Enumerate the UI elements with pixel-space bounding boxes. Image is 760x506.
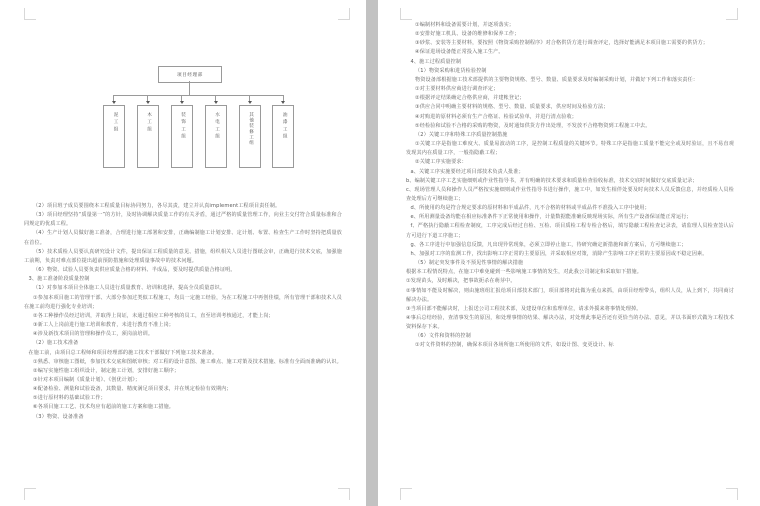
paragraph: ⑥各项目施工工艺、技术均应有超前的施工方案和施工措施。 xyxy=(33,404,175,411)
org-chart-node-painting xyxy=(272,105,294,168)
paragraph: （2）项目班子成员要围绕本工程质量目标协同努力，各尽其责，建立并认真implement工程项目责任制。 xyxy=(33,203,281,209)
org-chart-arrow-icon xyxy=(214,101,218,104)
org-chart-node-label: 木工组 xyxy=(146,112,152,134)
paragraph: 物资设备部根据施工技术部提供的主要物资规格、型号、数量、质量要求及时编制采购计划，并做好下列工作和落实责任： xyxy=(415,76,699,83)
paragraph: ③针对本项目编制《质量计划》、《创优计划》； xyxy=(33,376,141,383)
paragraph: ①熟悉、审核施工图纸，参加技术交底和图纸审核；对工程的设计意图、施工难点、施工对策及技术措施、标准有全面而准确的认识。 xyxy=(33,358,342,365)
paragraph: ②事情如不能及时解决，则由施班组汇报给项目部技术部门，项目部将对此做为重点来抓，由项目经理带头，组织人员，从上到下，共同商讨解决办法。 xyxy=(406,287,734,303)
paragraph: （5）制定突发事件及不预见性事情的解决措施 xyxy=(415,260,524,267)
paragraph: ④配备检验、测量和试验设备，其数量、精度满足项目要求，并在规定检验有效期内； xyxy=(33,386,232,393)
org-chart-node-label: 泥工组 xyxy=(113,112,118,134)
paragraph: （5）技术质检人员要认真研究设计文件，提出保证工程质量的意见、措施，组织相关人员进行图纸会审，正确进行技术交底，加强施工前期，负责对难点部位提出超前预防措施和处理质量事故中的技术问题。 xyxy=(24,248,342,264)
crop-mark-top-right xyxy=(726,8,738,20)
paragraph: ④事后总结经验，查清事发生的原因，和处理事情的结果、解决办法，对处理此事是否还有更恰当的办法、意见，并以书面形式做为工程技术资料保存下来。 xyxy=(406,315,734,331)
paragraph: a、关键工序实施要经过项目部技术负责人批准； xyxy=(410,168,524,175)
org-chart-node-carpenter xyxy=(137,105,159,168)
crop-mark-top-left xyxy=(400,8,412,20)
org-chart-node-other-renovation xyxy=(239,105,261,168)
paragraph: ④涉及新技术项目的管理和操作员工，须岗前培训。 xyxy=(33,331,154,338)
paragraph: ③砂浆、安装等主要材料，要按照《物资采购控制程序》对合格供货方进行调查评定，选择好能满足本项目施工需要的供货方； xyxy=(415,40,709,47)
paragraph: ④保证进场设备能正常投入施工生产。 xyxy=(415,49,504,56)
org-chart-arrow-icon xyxy=(248,101,252,104)
paragraph: ②关键工序实施要求： xyxy=(415,159,467,166)
paragraph: ③供应合同中明确主要材料的规格、型号、数量、质量要求，供应时间及检验方法； xyxy=(415,104,609,111)
paragraph: （6）文件和资料的控制 xyxy=(415,333,471,340)
crop-mark-top-right xyxy=(338,8,350,20)
org-chart-node-label: 装饰工组 xyxy=(180,112,186,141)
paragraph: （1）物资采购和进货检验控制 xyxy=(415,67,487,74)
paragraph: f、严格执行隐蔽工程检查制度，工序完成后经过自检、互检、项目质检工程专检合格后，填写隐蔽工程检查记录表，请监理人员检查签认后方可进行下道工序施工； xyxy=(406,223,734,239)
paragraph: g、各工序进行中加强信息反馈，凡出现异常现象，必须立即停止施工，待研究确定新措施和新方案后，方可继续施工； xyxy=(410,241,687,248)
org-chart-node-label: 其他装修工组 xyxy=(248,112,254,146)
paragraph: （2）关键工序和特殊工序质量控制措施 xyxy=(415,131,508,138)
page-gutter-divider xyxy=(366,0,378,506)
org-chart-arrow-icon xyxy=(180,101,184,104)
paragraph: b、编制关键工序工艺实施细则或作业性指导书，并有明确的技术要求和质量检查验收标准，技术交底时间做好交底质量记录； xyxy=(406,177,698,184)
paragraph: 3、施工准备阶段质量控制 xyxy=(28,276,90,283)
org-chart-node-label: 水电工组 xyxy=(214,112,220,141)
paragraph: h、加强对工序的监测工作，找出影响工序正常的主要原因，并采取相应对策，消除产生影响工序正常的主要原因或不稳定因素。 xyxy=(410,250,708,257)
right-page-body xyxy=(406,21,734,351)
paragraph: ⑤进行原材料的基础试验工作； xyxy=(33,395,106,402)
paragraph: 在施工前，由项目总工程师和项目经理部的施工技术干部做好下列施工技术准备。 xyxy=(28,349,218,356)
crop-mark-bottom-left xyxy=(24,488,36,500)
paragraph: ①对文件资料的控制，确保本项目各场所施工所使用的文件，如设计图、变更设计、标 xyxy=(415,342,614,349)
page-right xyxy=(378,0,760,506)
paragraph: ①参加本项目施工的管理干部、大部分参加过类似工程施工，均具一定施工经验，为在工程施工中再创佳绩，所有管理干部和技术人员在施工前均进行强化专业培训； xyxy=(24,294,342,310)
page-left xyxy=(0,0,366,506)
org-chart-node-decoration xyxy=(171,105,193,168)
paragraph: （1）对参加本项目全体施工人员进行质量教育、培训和选择，提高全员质量意识。 xyxy=(33,285,226,292)
paragraph: ②安排好施工机具、设备的维修和保养工作； xyxy=(415,31,520,38)
crop-mark-bottom-right xyxy=(338,488,350,500)
crop-mark-bottom-right xyxy=(726,488,738,500)
paragraph: （3）物资、设备准备 xyxy=(33,413,84,420)
org-chart-arrow-icon xyxy=(112,101,116,104)
crop-mark-top-left xyxy=(24,8,36,20)
org-chart-trunk-line xyxy=(189,81,190,95)
paragraph: （4）生产计划人员做好施工准备，合理进行施工部署和安排，正确编制施工计划安排、定计划、布置、检查生产工作时坚持把质量放在首位。 xyxy=(24,230,342,246)
org-chart-node-label: 油漆工组 xyxy=(282,112,288,141)
paragraph: 根据本工程情况特点，在施工中难免碰到一些影响施工事情的发生，对此我公司制定和采取如下措施。 xyxy=(406,269,642,276)
paragraph: ①对主要材料供应商进行调查评定； xyxy=(415,86,499,93)
paragraph: ①编制材料和设备需要计划，并逐项落实； xyxy=(415,22,515,28)
paragraph: ③当项目部不能解决时，上报送公司工程技术部，及建设单位和监理单位，请求外援来将事情处理掉。 xyxy=(406,305,642,312)
org-chart xyxy=(0,60,366,178)
paragraph: c、现场管理人员和操作人员严格按实施细则或作业性指导书进行操作，施工中，如发生相伴处要及时向技术人员反馈信息，并经质检人员检查处理后方可继续施工； xyxy=(406,186,734,202)
paragraph: （6）物资、试验人员要负责供应质量合格的材料、半成品，要及时提供质量合格证明。 xyxy=(33,267,236,274)
org-chart-bus-line xyxy=(113,95,283,96)
org-chart-node-mason xyxy=(103,105,125,168)
paragraph: （2）施工技术准备 xyxy=(33,340,79,347)
crop-mark-bottom-left xyxy=(400,488,412,500)
paragraph: d、所使用的均是符合规定要求的原材料和半成品件，凡不合格的材料或半成品件不准投入工序中使用； xyxy=(410,205,650,212)
org-chart-arrow-icon xyxy=(146,101,150,104)
left-page-body xyxy=(24,202,342,422)
paragraph: ①发现苗头，及时解决，把事故扼杀在萌芽中。 xyxy=(406,278,516,285)
paragraph: ③新工人上岗前进行施工培训和教育，未进行教育不准上岗； xyxy=(33,322,175,329)
paragraph: ⑤经检验和试验不合格的采购的物资，及时通知供货方作出处理，不发放不合格物资到工程施工中去。 xyxy=(415,122,651,129)
org-chart-arrow-icon xyxy=(281,101,285,104)
org-chart-root-node xyxy=(158,66,222,83)
paragraph: ①关键工序是指施工难度大、质量易波动的工序，是控制工程质量的关键环节。特殊工序是指施工质量不能完全或及时验证，且不易直观发现其内在质量工序，一般指隐蔽工程； xyxy=(406,141,734,157)
org-chart-root-label: 项目经理部 xyxy=(177,72,203,78)
paragraph: 4、施工过程质量控制 xyxy=(410,58,462,65)
paragraph: ②根据评定结果确定合格供应商，并建帐登记； xyxy=(415,95,525,102)
paragraph: （3）项目经理坚持“质量第一”的方针，及时协调解决质量工作的有关矛盾，通过严格的质量管理工作，向业主交付符合质量标准和合同规定的优质工程。 xyxy=(24,212,342,228)
paragraph: ②各工种操作员经过培训，并取得上岗证，未通过相应工种考核的员工，直至培训考核通过，才能上岗； xyxy=(33,312,274,319)
paragraph: ④对购进的原材料必须有生产合格证、检验试验单，并进行清点验收； xyxy=(415,113,578,120)
paragraph: ②编写实施性施工组织设计，制定施工计划，安排好施工顺序； xyxy=(33,367,180,374)
org-chart-node-plumbing-electrical xyxy=(205,105,227,168)
paragraph: e、所用测量设备均能在相应标准条件下正常使用和操作，计量数据能准确反映现场实际，所有生产设备保证能正常运行； xyxy=(410,214,692,221)
